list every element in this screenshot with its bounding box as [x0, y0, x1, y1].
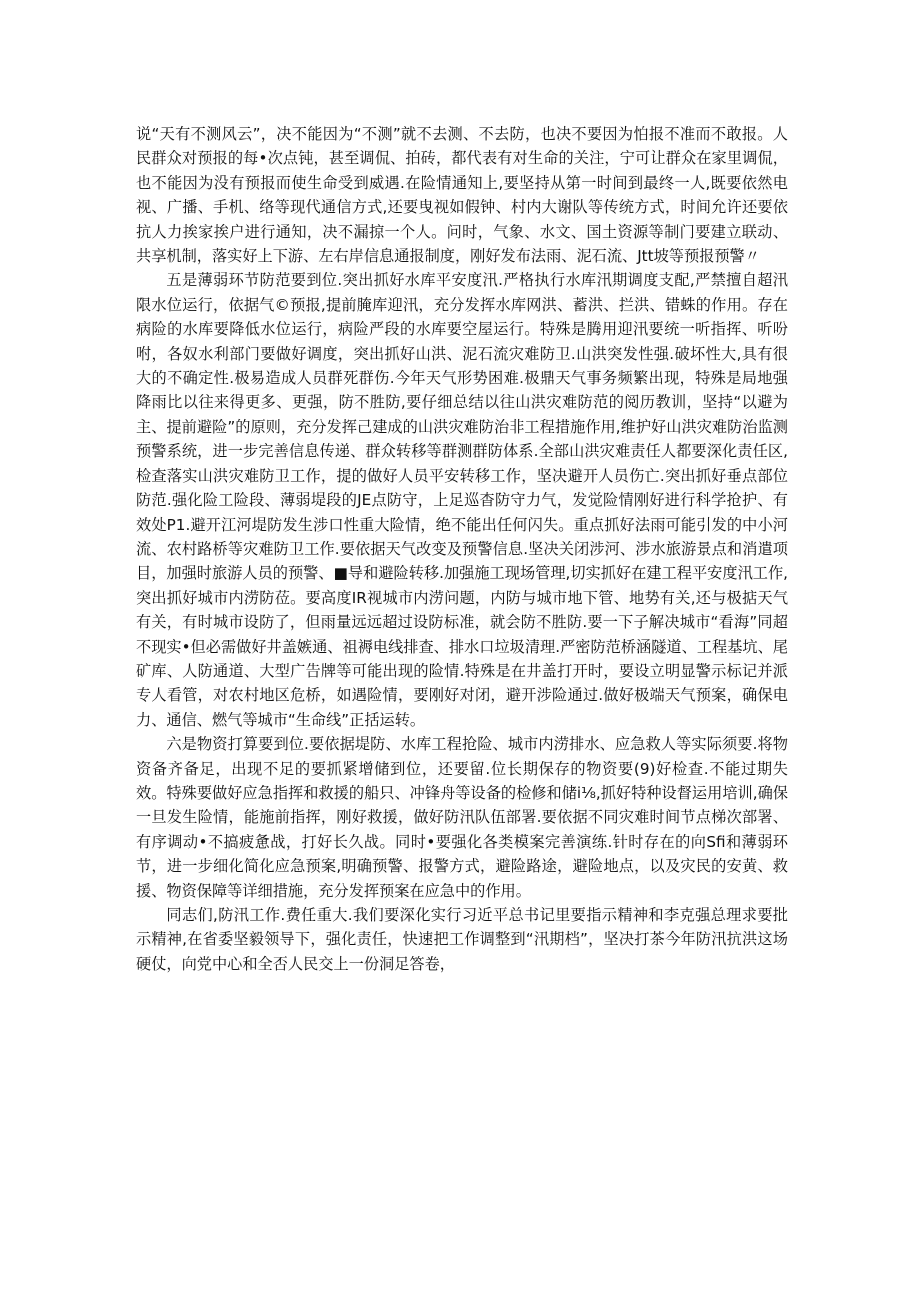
paragraph-closing-remarks: 同志们,防汛工作.费任重大.我们要深化实行习近平总书记里要指示精神和李克强总理求要批示精神,在省委坚毅领导下，强化责任，快速把工作调整到“汛期档”，坚决打茶今年防汛抗洪这场硬仗，向党中心和全否人民交上一份洞足答卷， — [136, 906, 788, 973]
paragraph-weak-links-prevention: 五是薄弱环节防范要到位.突出抓好水库平安度汛.严格执行水库汛期调度支配,严禁擅自超汛限水位运行，依据气©预报,提前腌库迎汛，充分发挥水库网洪、蓄洪、拦洪、错蛛的作用。存在病险的水库要降低水位运行，病险严段的水库要空屋运行。特殊是腾用迎汛要统一听指挥、听吩咐，各奴水利部门要做好调度，突出抓好山洪、泥石流灾难防卫.山洪突发性强.破坏性大,具有很大的不确定性.极易造成人员群死群伤.今年天气形势困难.极鼎天气事务频繁出现，特殊是局地强降雨比以往来得更多、更强，防不胜防,要仔细总结以往山洪灾难防范的阅历教训，坚持“以避为主、提前避险”的原则，充分发挥己建成的山洪灾难防治非工程措施作用,维护好山洪灾难防治监测预警系统，进一步完善信息传递、群众转移等群测群防体系.全部山洪灾难责任人都要深化责任区,检查落实山洪灾难防卫工作，提的做好人员平安转移工作，坚决避开人员伤亡.突出抓好垂点部位防范.强化险工险段、薄弱堤段的JE点防守，上足巡杳防守力气，发觉险情刚好进行科学抢护、有效处P1.避开江河堤防发生涉口性重大险情，绝不能出任何闪失。重点抓好法雨可能引发的中小河流、农村路桥等灾难防卫工作.要依据天气改变及预警信息.坚决关闭涉河、涉水旅游景点和消遣项目，加强时旅游人员的预警、■导和避险转移.加强施工现场管理,切实抓好在建工程平安度汛工作,突出抓好城市内涝防莅。要高度IR视城市内涝问题，内防与城市地下管、地势有关,还与极掂天气有关，有时城市设防了，但雨量远远超过设防标准，就会防不胜防.要一下子解决城市“看海”同超不现实•但必需做好井盖嫉通、祖褥电线排查、排水口垃圾清理.严密防范桥涵隧道、工程基坑、尾矿库、人防通道、大型广告牌等可能出现的险情.特殊是在井盖打开时，要设立明显警示标记并派专人看管，对农村地区危桥，如遇险情，要刚好对闭，避开涉险通过.做好极端天气预案，确保电力、通信、燃气等城市“生命线”正括运转。 — [136, 271, 788, 729]
document-body — [136, 122, 788, 976]
paragraph-materials-preparation: 六是物资打算要到位.要依据堤防、水库工程抢险、城市内涝排水、应急救人等实际须要.将物资备齐备足，出现不足的要抓紧增储到位，还要留.位长期保存的物资要(9)好检查.不能过期失效。特殊要做好应急指挥和救援的船只、冲锋舟等设备的检修和储i⅛,抓好特种设督运用培训,确保一旦发生险情，能施前指挥，刚好救援，做好防汛队伍部署.要依据不同灾难时间节点梯次部署、有序调动•不搞疲惫战，打好长久战。同时•要强化各类模案完善演练.针时存在的向Sfi和薄弱环节，进一步细化简化应急预案,明确预警、报警方式，避险路途，避险地点，以及灾民的安黄、救援、物资保障等详细措施，充分发挥预案在应急中的作用。 — [136, 735, 788, 900]
paragraph-warning-notification: 说“天有不测风云”，决不能因为“不测”就不去测、不去防，也决不要因为怕报不准而不敢报。人民群众对预报的每•次点钝，甚至调侃、拍砖，都代表有对生命的关注，宁可让群众在家里调侃，也不能因为没有预报而使生命受到威遇.在险情通知上,要坚持从第一时间到最终一人,既要依然电视、广播、手机、络等现代通信方式,还要曳视如假钟、村内大谢队等传统方式，时间允许还要依抗人力挨家挨户进行通知，决不漏掠一个人。问时，气象、水文、国土资源等制门要建立联动、共享机制，落实好上下游、左右岸信息通报制度，刚好发布法雨、泥石流、Jtt坡等预报预警〃 — [136, 125, 788, 266]
